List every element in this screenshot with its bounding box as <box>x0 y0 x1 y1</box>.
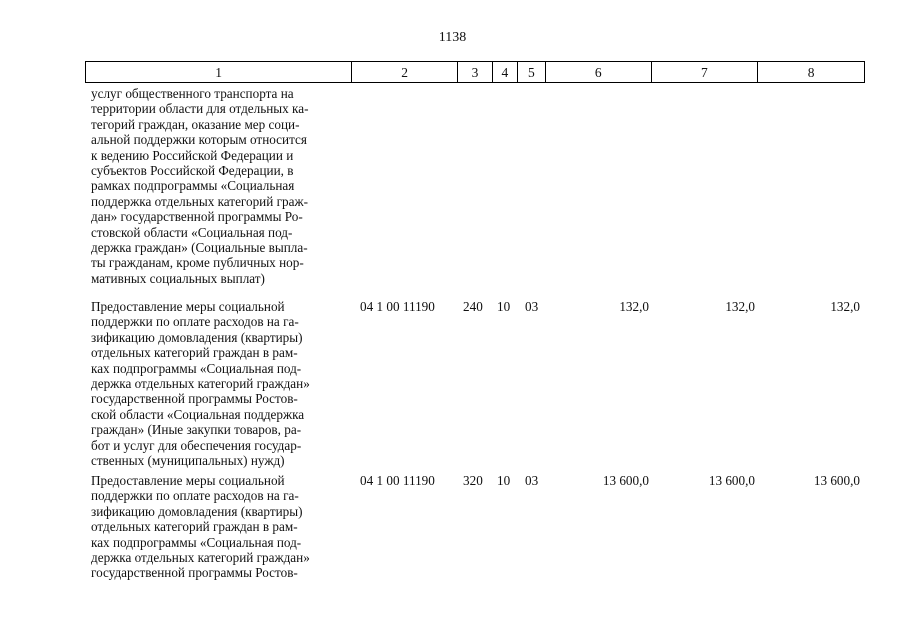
sum-year-1: 132,0 <box>619 299 649 314</box>
target-code: 04 1 00 11190 <box>360 299 435 314</box>
section-code: 10 <box>497 299 511 314</box>
sum-year-3: 13 600,0 <box>813 473 860 488</box>
subsection-code: 03 <box>525 473 539 488</box>
expense-type: 320 <box>463 473 483 488</box>
text-line: ственных (муниципальных) нужд) <box>91 453 285 469</box>
text-line: территории области для отдельных ка- <box>91 101 309 117</box>
column-header: 6 <box>545 62 651 82</box>
column-header: 2 <box>351 62 457 82</box>
column-header: 8 <box>757 62 864 82</box>
text-line: держка отдельных категорий граждан» <box>91 550 310 566</box>
text-line: альной поддержки которым относится <box>91 132 307 148</box>
text-line: рамках подпрограммы «Социальная <box>91 178 295 194</box>
text-line: ках подпрограммы «Социальная под- <box>91 534 302 550</box>
subsection-code: 03 <box>525 299 539 314</box>
text-line: граждан» (Иные закупки товаров, ра- <box>91 422 302 438</box>
sum-year-3: 132,0 <box>830 299 860 314</box>
sum-year-2: 132,0 <box>725 299 755 314</box>
text-line: стовской области «Социальная под- <box>91 224 293 240</box>
text-line: тегорий граждан, оказание мер соци- <box>91 116 300 132</box>
sum-year-1: 13 600,0 <box>602 473 649 488</box>
section-code: 10 <box>497 473 511 488</box>
text-line: ской области «Социальная поддержка <box>91 406 305 422</box>
text-line: к ведению Российской Федерации и <box>91 147 294 163</box>
text-line: бот и услуг для обеспечения государ- <box>91 437 302 453</box>
column-header: 7 <box>651 62 758 82</box>
text-line: Предоставление меры социальной <box>91 473 285 488</box>
text-line: поддержка отдельных категорий граж- <box>91 193 308 209</box>
text-line: зификацию домовладения (квартиры) <box>91 329 303 345</box>
text-line: отдельных категорий граждан в рам- <box>91 519 298 535</box>
row-description <box>91 86 344 286</box>
text-line: отдельных категорий граждан в рам- <box>91 345 298 361</box>
text-line: ках подпрограммы «Социальная под- <box>91 360 302 376</box>
text-line: Предоставление меры социальной <box>91 299 285 314</box>
text-line: государственной программы Ростов- <box>91 565 298 581</box>
text-line: дан» государственной программы Ро- <box>91 209 303 225</box>
sum-year-2: 13 600,0 <box>708 473 755 488</box>
text-line: держка граждан» (Социальные выпла- <box>91 240 308 256</box>
text-line: услуг общественного транспорта на <box>91 86 294 101</box>
expense-type: 240 <box>463 299 483 314</box>
column-header: 3 <box>457 62 492 82</box>
page-number: 1138 <box>438 30 467 45</box>
text-line: субъектов Российской Федерации, в <box>91 163 294 179</box>
text-line: держка отдельных категорий граждан» <box>91 376 310 392</box>
row-description <box>91 299 344 468</box>
text-line: зификацию домовладения (квартиры) <box>91 503 303 519</box>
text-line: поддержки по оплате расходов на га- <box>91 314 299 330</box>
column-header: 4 <box>492 62 517 82</box>
text-line: ты гражданам, кроме публичных нор- <box>91 255 304 271</box>
text-line: поддержки по оплате расходов на га- <box>91 488 299 504</box>
row-description <box>91 473 344 581</box>
column-header: 5 <box>517 62 545 82</box>
table-header <box>85 61 865 83</box>
text-line: государственной программы Ростов- <box>91 391 298 407</box>
target-code: 04 1 00 11190 <box>360 473 435 488</box>
text-line: мативных социальных выплат) <box>91 270 265 286</box>
column-header: 1 <box>215 65 223 80</box>
